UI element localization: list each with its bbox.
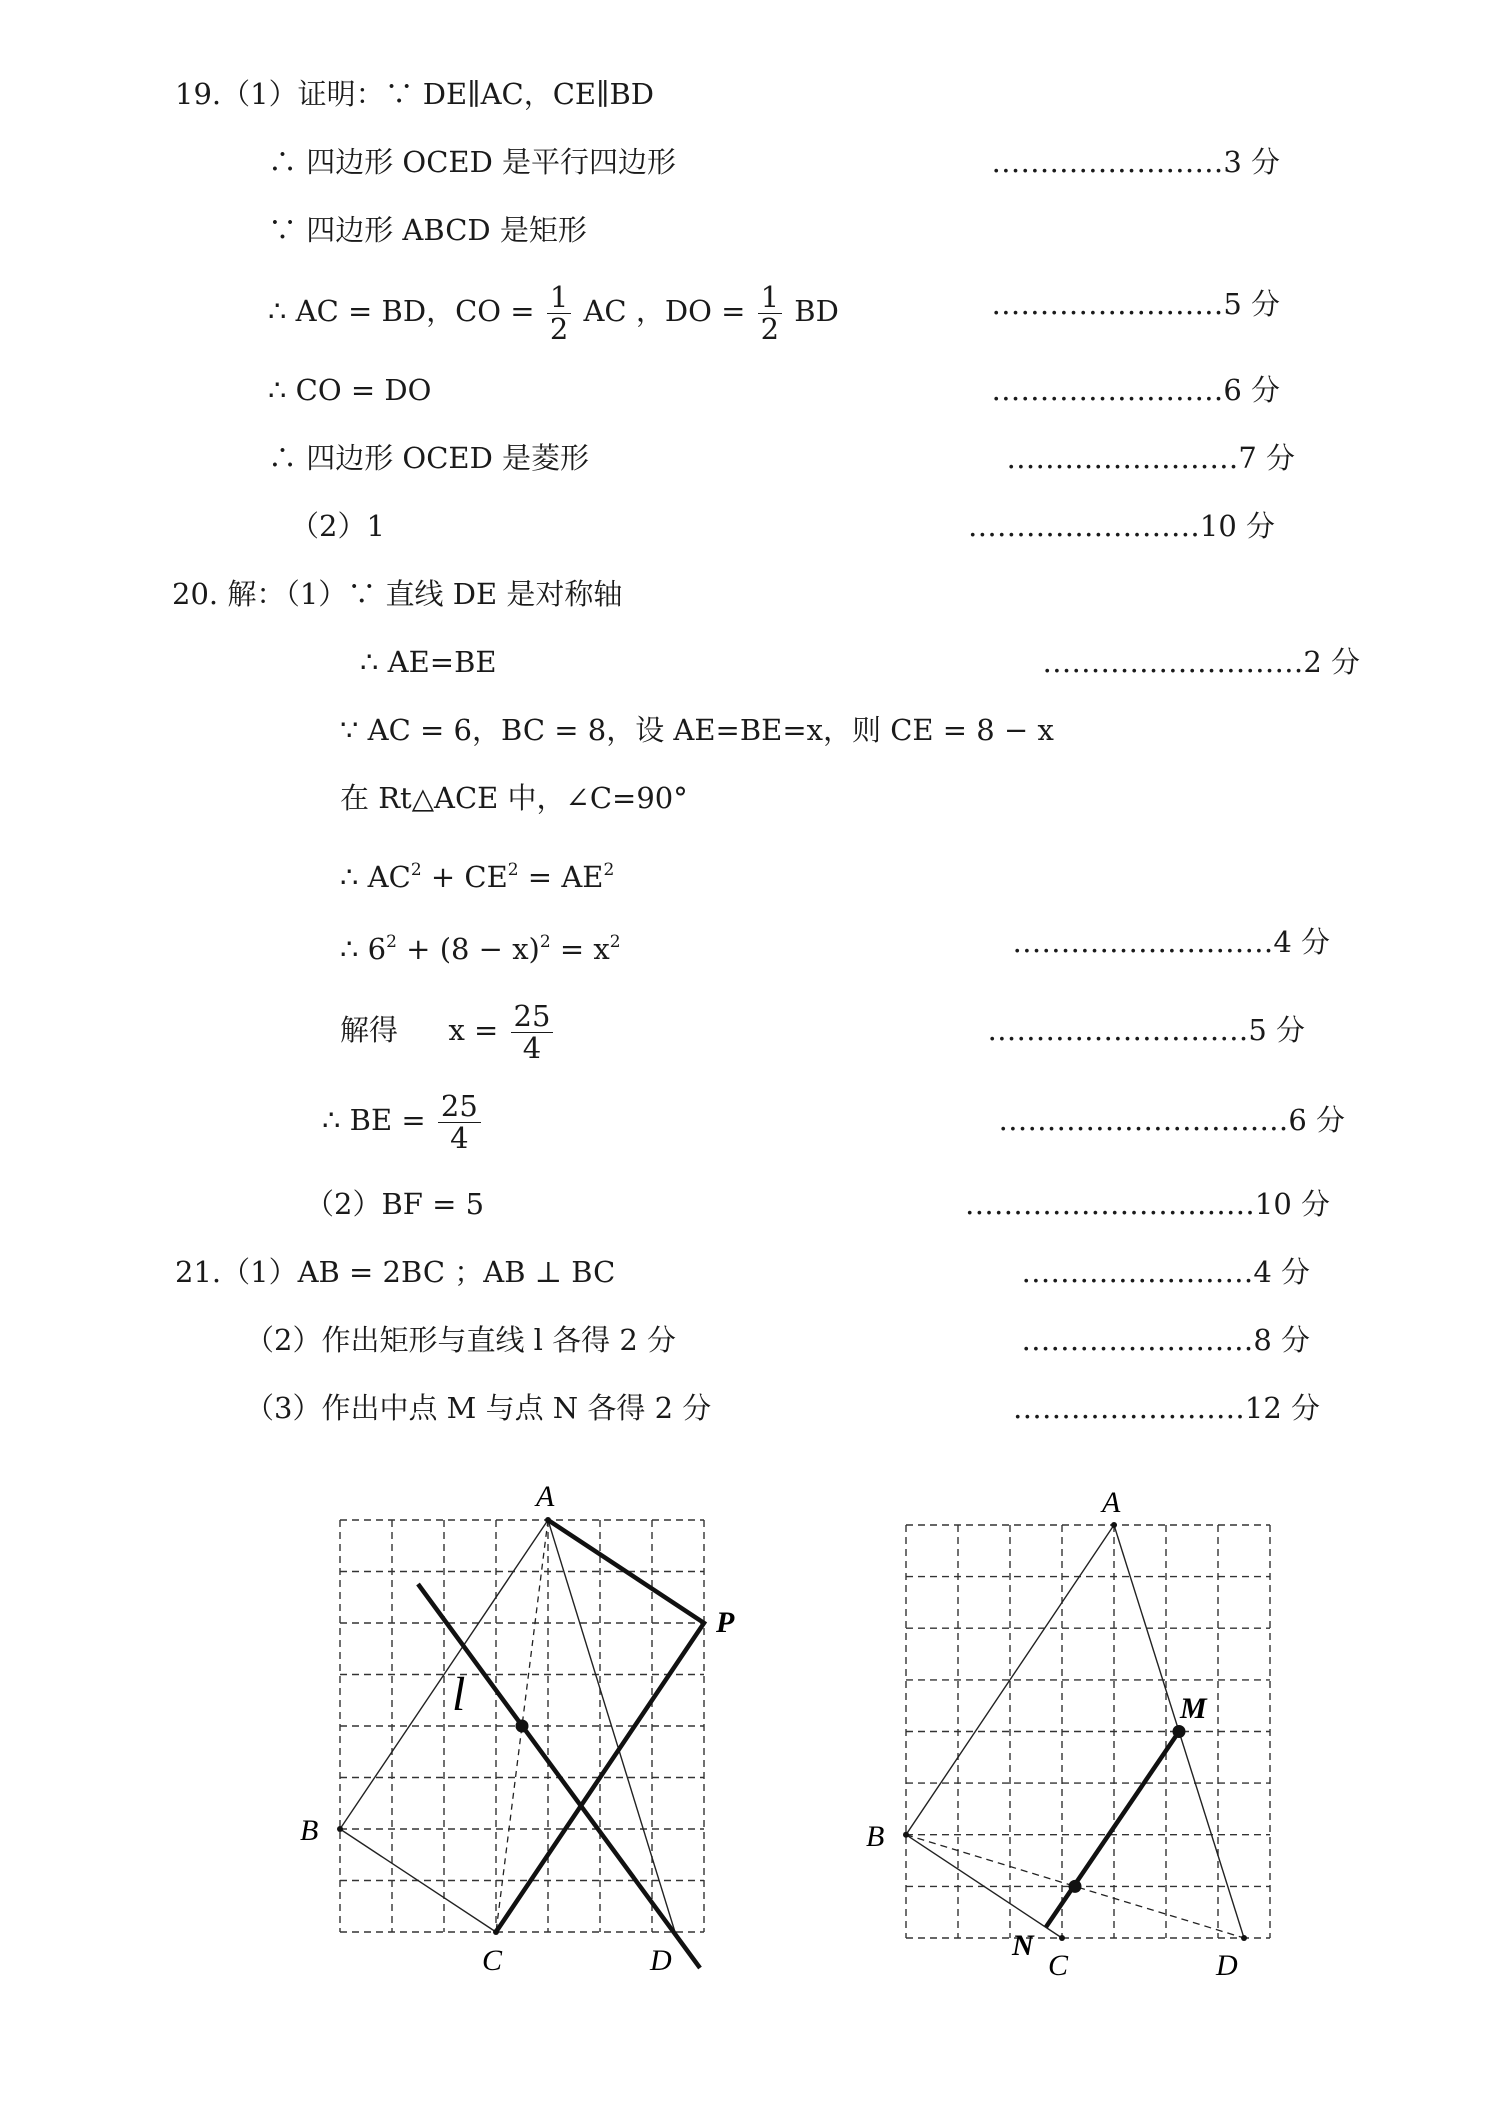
fraction-numerator: 25 (438, 1091, 481, 1122)
figure-1-label-c: C (482, 1944, 503, 1977)
figure-2-point-m (1173, 1725, 1186, 1738)
q20-line-5-x: = x (559, 932, 610, 966)
q20-heading: 20. 解：（1）∵ 直线 DE 是对称轴 (172, 577, 623, 611)
figure-1-label-b: B (300, 1814, 319, 1847)
fraction-denominator: 4 (450, 1120, 469, 1155)
q20-line-4-ae: = AE (527, 860, 604, 894)
q20-line-4 (340, 852, 614, 895)
q19-score-5: ……………………10 分 (967, 509, 1275, 543)
q19-fraction-do (758, 282, 782, 344)
q20-line-4-ac: ∴ AC (340, 860, 411, 894)
q19-score-4: ……………………7 分 (1006, 441, 1295, 475)
figure-2-grid (906, 1525, 1270, 1938)
figure-2-label-m: M (1180, 1692, 1207, 1725)
figure-2-midpoint (1069, 1880, 1082, 1893)
q19-heading: 19.（1）证明：∵ DE∥AC，CE∥BD (175, 77, 655, 111)
figure-1-midpoint (516, 1720, 529, 1733)
q20-score-5: …………………………10 分 (964, 1187, 1330, 1221)
figure-1-grid-construction (290, 1460, 770, 1980)
q19-line-3-part-b: AC ，DO = (583, 294, 746, 328)
q19-score-3: ……………………6 分 (991, 373, 1280, 407)
fraction-denominator: 2 (549, 311, 569, 346)
figure-1-label-a: A (536, 1480, 555, 1513)
vertex-dot (1059, 1935, 1065, 1941)
q20-line-6 (340, 990, 556, 1070)
q21-score-2: ……………………8 分 (1021, 1323, 1310, 1357)
q20-fraction-x (511, 1001, 554, 1063)
exponent: 2 (609, 932, 621, 952)
q20-line-1: ∴ AE=BE (360, 645, 497, 679)
q20-line-4-ce: + CE (430, 860, 508, 894)
q20-line-5 (340, 924, 621, 967)
q20-fraction-be (438, 1091, 481, 1153)
q20-line-7 (322, 1080, 484, 1160)
fraction-numerator: 1 (758, 282, 782, 313)
q20-line-6-x: x = (448, 1013, 499, 1047)
figure-2-grid-construction (860, 1460, 1280, 1980)
vertex-dot (493, 1929, 499, 1935)
q19-part-2: （2）1 (290, 509, 385, 543)
vertex-dot (1111, 1522, 1117, 1528)
q21-score-1: ……………………4 分 (1021, 1255, 1310, 1289)
figure-1-label-p: P (716, 1606, 735, 1639)
vertex-dot (545, 1517, 551, 1523)
q20-score-3: ………………………5 分 (987, 1013, 1305, 1047)
q20-score-2: ………………………4 分 (1012, 925, 1330, 959)
q19-score-2: ……………………5 分 (991, 287, 1280, 321)
q20-line-6-label: 解得 (340, 1013, 399, 1047)
exponent: 2 (539, 932, 551, 952)
figure-2-label-d: D (1216, 1949, 1238, 1980)
q19-line-3 (268, 272, 839, 350)
q21-line-1: 21.（1）AB = 2BC ；AB ⊥ BC (175, 1255, 616, 1289)
fraction-denominator: 2 (760, 311, 780, 346)
figure-2-label-c: C (1048, 1949, 1069, 1980)
q20-line-5-six: ∴ 6 (340, 932, 387, 966)
q20-part-2: （2）BF = 5 (305, 1187, 485, 1221)
figure-2-label-b: B (866, 1820, 885, 1853)
q20-line-2: ∵ AC = 6，BC = 8，设 AE=BE=x，则 CE = 8 − x (340, 713, 1054, 747)
fraction-numerator: 1 (547, 282, 571, 313)
exponent: 2 (410, 860, 422, 880)
vertex-dot (903, 1832, 909, 1838)
fraction-denominator: 4 (522, 1030, 542, 1065)
q20-line-7-be: ∴ BE = (322, 1103, 426, 1137)
q21-score-3: ……………………12 分 (1012, 1391, 1320, 1425)
q19-line-1: ∴ 四边形 OCED 是平行四边形 (268, 145, 677, 179)
q19-line-5: ∴ 四边形 OCED 是菱形 (268, 441, 590, 475)
q20-line-5-term: + (8 − x) (406, 932, 540, 966)
figure-1-label-l: l (452, 1668, 466, 1721)
q20-score-1: ………………………2 分 (1042, 645, 1360, 679)
figure-1-label-d: D (650, 1944, 672, 1977)
q20-score-4: …………………………6 分 (998, 1103, 1345, 1137)
q19-score-1: ……………………3 分 (991, 145, 1280, 179)
figure-2-segment-mn (1046, 1732, 1179, 1928)
q19-line-3-part-c: BD (794, 294, 839, 328)
q19-fraction-co (547, 282, 571, 344)
exponent: 2 (386, 932, 397, 952)
vertex-dot (1241, 1935, 1247, 1941)
figure-2-label-a: A (1102, 1486, 1121, 1519)
fraction-numerator: 25 (511, 1001, 554, 1032)
q20-line-3: 在 Rt△ACE 中，∠C=90° (340, 781, 688, 815)
exponent: 2 (603, 860, 615, 880)
figure-2-label-n: N (1012, 1929, 1034, 1962)
exponent: 2 (507, 860, 519, 880)
q19-line-2: ∵ 四边形 ABCD 是矩形 (268, 213, 587, 247)
vertex-dot (337, 1826, 343, 1832)
q19-line-4: ∴ CO = DO (268, 373, 432, 407)
q21-line-3: （3）作出中点 M 与点 N 各得 2 分 (245, 1391, 712, 1425)
q21-line-2: （2）作出矩形与直线 l 各得 2 分 (245, 1323, 677, 1357)
q19-line-3-part-a: ∴ AC = BD，CO = (268, 294, 535, 328)
figure-1-line-l (418, 1584, 700, 1968)
